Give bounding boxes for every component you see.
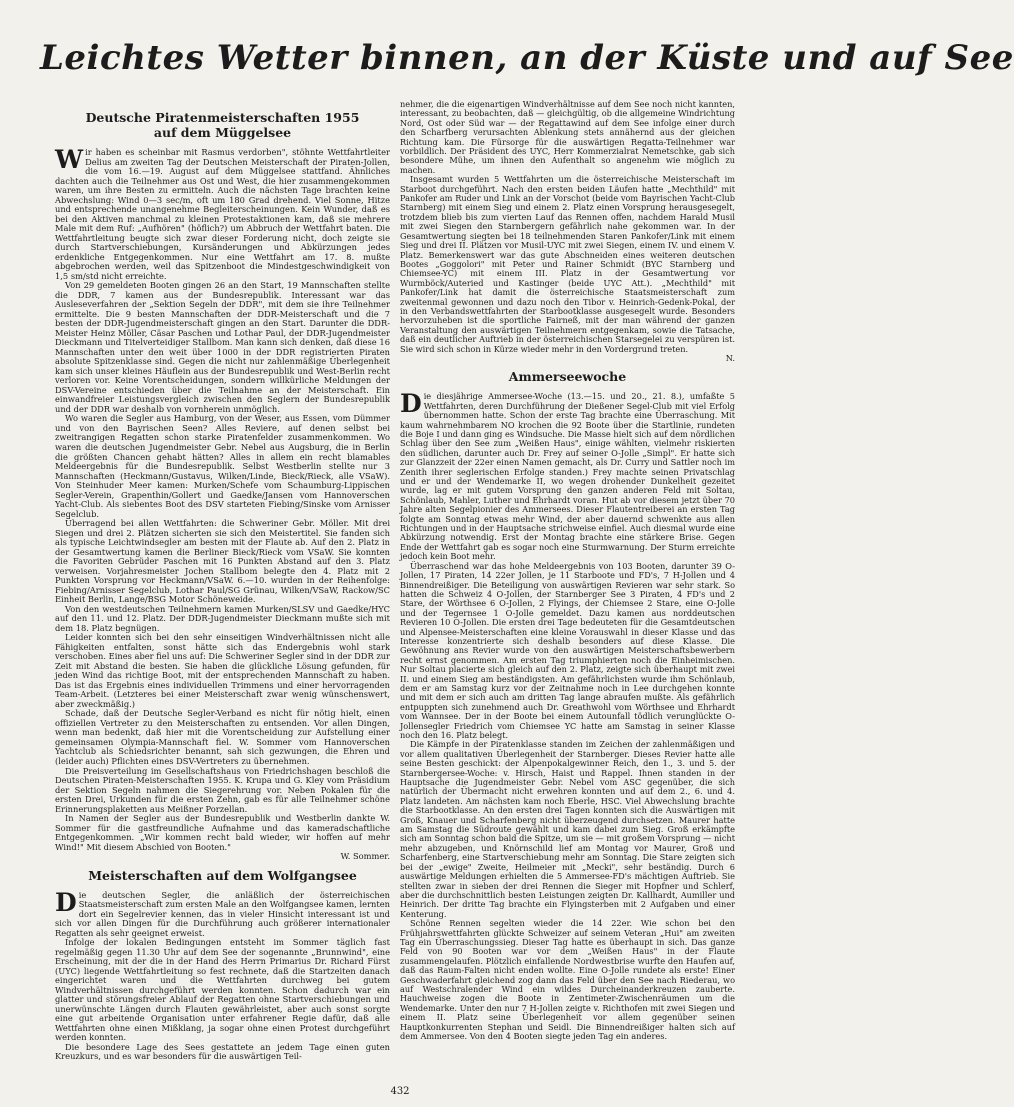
paragraph: Die besondere Lage des Sees gestattete an jedem Tage einen guten Kreuzkurs, und es war besonders für die auswärtigen Teil-	[55, 1041, 390, 1062]
author-signature: W. Sommer.	[340, 851, 390, 862]
paragraph	[400, 389, 735, 562]
section-heading-wolfgangsee: Meisterschaften auf dem Wolfgangsee	[88, 867, 357, 883]
page-title: Leichtes Wetter binnen, an der Küste und auf See	[40, 38, 1014, 78]
paragraph: Schade, daß der Deutsche Segler-Verband es nicht für nötig hielt, einen offiziellen Vertreter zu den Meisterschaften zu entsenden. Vor allen Dingen, wenn man bedenkt, daß hier mit die Vorentscheidung zur Aufstellung einer gemeinsamen Olympia-Mannschaft fiel. W. Sommer vom Hannoverschen Yachtclub als Schiedsrichter benannt, sah sich gezwungen, die Ehren und (leider auch) Pflichten eines DSV-Vertreters zu übernehmen.	[55, 708, 390, 766]
paragraph: Insgesamt wurden 5 Wettfahrten um die österreichische Meisterschaft im Starboot durchgeführt. Nach den ersten beiden Läufen hatte „Mechthild" mit Pankofer am Ruder und Link an der Vorschot (beide vom Bayrischen Yacht-Club Starnberg) mit einem Sieg und einem 2. Platz einen Vorsprung herausgesegelt, trotzdem blieb bis zum vierten Lauf das Rennen offen, nachdem Harald Musil mit zwei Siegen den Starnbergern gefährlich nahe gekommen war. In der Gesamtwertung siegten bei 18 teilnehmenden Staren Pankofer/Link mit einem Sieg und drei II. Plätzen vor Musil-UYC mit zwei Siegen, einem IV. und einem V. Platz. Bemerkenswert war das gute Abschneiden eines weiteren deutschen Bootes „Goggolori" mit Peter und Rainer Schmidt (BYC Starnberg und Chiemsee-YC) mit einem III. Platz in der Gesamtwertung vor Wurmböck/Auteried und Kastinger (beide UYC Att.). „Mechthild" mit Pankofer/Link hat damit die österreichische Staatsmeisterschaft zum zweitenmal gewonnen und dazu noch den Tibor v. Heinrich-Gedenk-Pokal, der in den Verbandswettfahrten der Starbootklasse ausgesegelt wurde. Besonders hervorzuheben ist die sportliche Fairneß, mit der man während der ganzen Veranstaltung den auswärtigen Teilnehmern entgegenkam, sowie die Tatsache, daß ein deutlicher Auftrieb in der österreichischen Starsegelei zu verspüren ist. Sie wird sich schon in Kürze wieder mehr in den Vordergrund treten.	[400, 174, 735, 354]
paragraph: Überraschend war das hohe Meldeergebnis von 103 Booten, darunter 39 O-Jollen, 17 Piraten, 14 22er Jollen, je 11 Starboote und FD's, 7 H-Jollen und 4 Binnendreißiger. Die Beteiligung von auswärtigen Revieren war sehr stark. So hatten die Schweiz 4 O-Jollen, der Starnberger See 3 Piraten, 4 FD's und 2 Stare, der Wörthsee 6 O-Jollen, 2 Flyings, der Chiemsee 2 Stare, eine O-Jolle und der Tegernsee 1 O-Jolle gemeldet. Dazu kamen aus norddeutschen Revieren 10 O-Jollen. Die ersten drei Tage bedeuteten für die Gesamtdeutschen und Alpensee-Meisterschaften eine kleine Vorauswahl in dieser Klasse und das Interesse konzentrierte sich deshalb besonders auf diese Klasse. Die Gewöhnung ans Revier wurde von den auswärtigen Meisterschaftsbewerbern recht ernst genommen. Am ersten Tag triumphierten noch die Einheimischen. Nur Soltau placierte sich gleich auf den 2. Platz, zeigte sich überhaupt mit zwei II. und einem Sieg am beständigsten. Am gefährlichsten wurde ihm Schönlaub, dem er am Samstag kurz vor der Zeitnahme noch in Lee durchgehen konnte und mit dem er sich auch am dritten Tag lange abraufen mußte. Als gefährlich entpuppten sich zunehmend auch Dr. Greathwohl vom Wörthsee und Ehrhardt vom Wannsee. Der in der Boote bei einem Autounfall tödlich verunglückte O-Jollensegler Friedrich vom Chiemsee YC hatte am Samstag in seiner Klasse noch den 16. Platz belegt.	[400, 560, 735, 740]
section-heading-line-2: auf dem Müggelsee	[153, 125, 292, 140]
paragraph-text: ir haben es scheinbar mit Rasmus verdorben", stöhnte Wettfahrtleiter Delius am zweiten Tag der Deutschen Meisterschaft der Piraten-Jollen, die vom 16.—19. August auf dem Müggelsee stattfand. Ähnliches dachten auch die Teilnehmer aus Ost und West, die hier zusammengekommen waren, um ihre Besten zu ermitteln. Auch die nächsten Tage brachten keine Abwechslung: Wind 0—3 sec/m, oft um 180 Grad drehend. Viel Sonne, Hitze und entsprechende unangenehme Begleiterscheinungen. Kein Wunder, daß es bei den Aktiven manchmal zu kleinen Protestaktionen kam, daß sie mehrere Male mit dem Ruf: „Aufhören" (höflich?) um Abbruch der Wettfahrt baten. Die Wettfahrtleitung beugte sich zwar dieser Forderung nicht, doch zeigte sie durch Startverschiebungen, Kursänderungen und Abkürzungen jedes erdenkliche Entgegenkommen. Nur eine Wettfahrt am 17. 8. mußte abgebrochen werden, weil das Spitzenboot die Mindestgeschwindigkeit von 1,5 sm/std nicht erreichte.	[55, 147, 390, 281]
section-heading-ammersee: Ammerseewoche	[508, 369, 627, 385]
section-heading-line-1: Deutsche Piratenmeisterschaften 1955	[85, 110, 360, 125]
paragraph: In Namen der Segler aus der Bundesrepublik und Westberlin dankte W. Sommer für die gastfreundliche Aufnahme und das kameradschaftliche Entgegenkommen. „Wir kommen recht bald wieder, wir hoffen auf mehr Wind!" Mit diesem Abschied von Booten."	[55, 813, 390, 852]
paragraph: Von 29 gemeldeten Booten gingen 26 an den Start, 19 Mannschaften stellte die DDR, 7 kamen aus der Bundesrepublik. Interessant war das Ausleseverfahren der „Sektion Segeln der DDR", mit dem sie ihre Teilnehmer ermittelte. Die 9 besten Mannschaften der DDR-Meisterschaft und die 7 besten der DDR-Jugendmeisterschaft gingen an den Start. Darunter die DDR-Meister Heinz Möller, Cäsar Paschen und Lothar Paul, der DDR-Jugendmeister Dieckmann und Titelverteidiger Stallbom. Man kann sich denken, daß diese 16 Mannschaften unter den weit über 1000 in der DDR registrierten Piraten absolute Spitzenklasse sind. Gegen die nicht nur zahlenmäßige Überlegenheit kam sich unser kleines Häuflein aus der Bundesrepublik und West-Berlin recht verloren vor. Keine Vorentscheidungen, sondern willkürliche Meldungen der DSV-Vereine entschieden über die Teilnahme an der Meisterschaft. Ein einwandfreier Leistungsvergleich zwischen den Seglern der Bundesrepublik und der DDR war deshalb von vornherein unmöglich.	[55, 280, 390, 414]
section-heading-piraten	[55, 110, 390, 140]
paragraph	[55, 145, 390, 281]
paragraph: Infolge der lokalen Bedingungen entsteht im Sommer täglich fast regelmäßig gegen 11.30 Uhr auf dem See der sogenannte „Brunnwind", eine Erscheinung, mit der die in der Hand des Herrn Primarius Dr. Richard Fürst (UYC) liegende Wettfahrtleitung so fest rechnete, daß die Startzeiten danach eingerichtet waren und die Wettfahrten durchweg bei gutem Windverhältnissen durchgeführt werden konnten. Schon dadurch war ein glatter und störungsfreier Ablauf der Regatten ohne Startverschiebungen und unerwünschte Längen durch Flauten gewährleistet, aber auch sonst sorgte eine gut arbeitende Organisation unter erfahrener Regie dafür, daß alle Wettfahrten ohne einen Mißklang, ja sogar ohne einen Protest durchgeführt werden konnten.	[55, 937, 390, 1043]
paragraph: Schöne Rennen segelten wieder die 14 22er. Wie schon bei den Frühjahrswettfahrten glückte Schweizer auf seinem Veteran „Hui" am zweiten Tag ein Überraschungssieg. Dieser Tag hatte es überhaupt in sich. Das ganze Feld von 90 Booten war vor dem „Weißen Haus" in der Flaute zusammengelaufen. Plötzlich einfallende Nordwestbrise wurfte den Haufen auf, daß das Raum-Falten nicht enden wollte. Eine O-Jolle rundete als erste! Einer Geschwaderfahrt gleichend zog dann das Feld über den See nach Riederau, wo auf Westschralender Wind ein wildes Durcheinanderkreuzen zauberte. Hauchweise zogen die Boote in Zentimeter-Zwischenräumen um die Wendemarke. Unter den nur 7 H-Jollen zeigte v. Richthofen mit zwei Siegen und einem II. Platz seine Überlegenheit vor allem gegenüber seinen Hauptkonkurrenten Stephan und Seidl. Die Binnendreißiger halten sich auf dem Ammersee. Von den 4 Booten siegte jeden Tag ein anderes.	[400, 918, 735, 1041]
paragraph-text: ie deutschen Segler, die anläßlich der österreichischen Staatsmeisterschaft zum ersten Male an den Wolfgangsee kamen, lernten dort ein Segelrevier kennen, das in vieler Hinsicht interessant ist und sich vor allen Dingen für die Durchführung auch größerer internationaler Regatten als sehr geeignet erweist.	[55, 889, 390, 938]
paragraph: Von den westdeutschen Teilnehmern kamen Murken/SLSV und Gaedke/HYC auf den 11. und 12. Platz. Der DDR-Jugendmeister Dieckmann mußte sich mit dem 18. Platz begnügen.	[55, 603, 390, 633]
author-signature: N.	[725, 352, 735, 363]
page-number: 432	[390, 1086, 410, 1097]
paragraph: Leider konnten sich bei den sehr einseitigen Windverhältnissen nicht alle Fähigkeiten entfalten, sonst hätte sich das Endergebnis wohl stark verschoben. Eines aber fiel uns auf: Die Schweriner Segler sind in der DDR zur Zeit mit Abstand die besten. Sie haben die glückliche Lösung gefunden, für jeden Wind das richtige Boot, mit der entsprechenden Mannschaft zu haben. Das ist das Ergebnis eines individuellen Trimmens und einer hervorragenden Team-Arbeit. (Letzteres bei einer Meisterschaft zwar wenig wünschenswert, aber zweckmäßig.)	[55, 632, 391, 709]
drop-cap: D	[400, 389, 422, 419]
paragraph: nehmer, die die eigenartigen Windverhältnisse auf dem See noch nicht kannten, interessant, zu beobachten, daß — gleichgültig, ob die allgemeine Windrichtung Nord, Ost oder Süd war — der Regattawind auf dem See infolge einer durch den Scharfberg verursachten Ablenkung stets annähernd aus der gleichen Richtung kam. Die Fürsorge für die auswärtigen Regatta-Teilnehmer war vorbildlich. Der Präsident des UYC, Herr Kommerzialrat Nemetschke, gab sich besondere Mühe, um ihnen den Aufenthalt so angenehm wie möglich zu machen.	[400, 99, 735, 175]
right-column	[400, 100, 735, 1060]
paragraph: Wo waren die Segler aus Hamburg, von der Weser, aus Essen, vom Dümmer und von den Bayrischen Seen? Alles Reviere, auf denen selbst bei zweitrangigen Regatten schon starke Piratenfelder zusammenkommen. Wo waren die deutschen Jugendmeister Gebr. Nebel aus Augsburg, die in Berlin die größten Chancen gehabt hätten? Alles in allem ein recht blamables Meldeergebnis für die Bundesrepublik. Selbst Westberlin stellte nur 3 Mannschaften (Heckmann/Gustavus, Wilken/Linde, Bieck/Rieck, alle VSaW). Von Steinhuder Meer kamen: Murken/Schefe vom Schaumburg-Lippischen Segler-Verein, Grapenthin/Gollert und Gaedke/Jansen vom Hannoverschen Yacht-Club. Als siebentes Boot des DSV starteten Fiebing/Sinske vom Arnisser Segelclub.	[55, 413, 390, 519]
drop-cap: D	[55, 887, 77, 917]
paragraph	[55, 887, 390, 939]
drop-cap: W	[55, 145, 84, 174]
paragraph: Die Kämpfe in der Piratenklasse standen im Zeichen der zahlenmäßigen und vor allem qualitativen Überlegenheit der Starnberger. Dieses Revier hatte alle seine Besten geschickt: der Alpenpokalgewinner Reich, den 1., 3. und 5. der Starnbergersee-Woche: v. Hirsch, Haist und Rappel. Ihnen standen in der Hauptsache die Jugendmeister Gebr. Nebel vom ASC gegenüber, die sich natürlich der Übermacht nicht erwehren konnten und auf dem 2., 6. und 4. Platz landeten. Am nächsten kam noch Eberle, HSC. Viel Abwechslung brachte die Starbootklasse. An den ersten drei Tagen konnten sich die Auswärtigen mit Groß, Knauer und Scharfenberg nicht überzeugend durchsetzen. Maurer hatte am Samstag die Südroute gewählt und kam dabei zum Sieg. Groß erkämpfte sich am Sonntag schon bald die Spitze, um sie — mit großem Vorsprung — nicht mehr abzugeben, und Knörnschild lief am Montag vor Maurer, Groß und Scharfenberg, eine Startverschiebung mehr am Sonntag. Die Stare zeigten sich bei der „ewige" Zweite, Heilmeier mit „Mecki", sehr beständig. Durch 6 auswärtige Meldungen erhielten die 5 Ammersee-FD's mächtigen Auftrieb. Sie stellten zwar in sieben der drei Rennen die Sieger mit Hopfner und Schlerf, aber die durchschnittlich besten Leistungen zeigten Dr. Kallhardt, Aumiller und Heinrich. Der dritte Tag brachte ein Flyingsterben mit 2 Aufgaben und einer Kenterung.	[400, 739, 735, 919]
paragraph: Die Preisverteilung im Gesellschaftshaus von Friedrichshagen beschloß die Deutschen Piraten-Meisterschaften 1955. K. Krupa und G. Kley vom Präsidium der Sektion Segeln nahmen die Siegerehrung vor. Neben Pokalen für die ersten Drei, Urkunden für die ersten Zehn, gab es für alle Teilnehmer schöne Erinnerungsplaketten aus Meißner Porzellan.	[55, 765, 390, 814]
left-column	[55, 104, 390, 1064]
paragraph: Überragend bei allen Wettfahrten: die Schweriner Gebr. Möller. Mit drei Siegen und drei 2. Plätzen sicherten sie sich den Meistertitel. Sie fanden sich als typische Leichtwindsegler am besten mit der Flaute ab. Auf den 2. Platz in der Gesamtwertung kamen die Berliner Bieck/Rieck vom VSaW. Sie konnten die Favoriten Gebrüder Paschen mit 16 Punkten Abstand auf den 3. Platz verweisen. Vorjahresmeister Jochen Stallbom belegte den 4. Platz mit 2 Punkten Vorsprung vor Heckmann/VSaW. 6.—10. wurden in der Reihenfolge: Fiebing/Arnisser Segelclub, Lothar Paul/SG Grünau, Wilken/VSaW, Rackow/SC Einheit Berlin, Lange/BSG Motor Schöneweide.	[55, 518, 390, 605]
paragraph-text: ie diesjährige Ammersee-Woche (13.—15. und 20., 21. 8.), umfaßte 5 Wettfahrten, deren Durchführung der Dießener Segel-Club mit viel Erfolg übernommen hatte. Schon der erste Tag brachte eine Überraschung. Mit kaum wahrnehmbarem NO krochen die 92 Boote über die Startlinie, rundeten die Boje I und dann ging es Windsuche. Die Masse hielt sich auf dem nördlichen Schlag über den See zum „Weißen Haus", einige wählten, vielmehr riskierten den südlichen, darunter auch Dr. Frey auf seiner O-Jolle „Simpl". Er hatte sich zur Glanzzeit der 22er einen Namen gemacht, als Dr. Curry und Sattler noch im Zenith ihrer seglerischen Erfolge standen.) Frey machte seinen Privatschlag und er und der Wendemarke II, wo wegen drohender Dunkelheit gezeitet wurde, lag er mit gutem Vorsprung den ganzen anderen Feld mit Soltau, Schönlaub, Mahler, Luther und Ehrhardt voran. Hut ab vor diesem jetzt über 70 Jahre alten Segelpionier des Ammersees. Dieser Flautentreiberei an ersten Tag folgte am Sonntag etwas mehr Wind, der aber dauernd schwenkte aus allen Richtungen und in der Hauptsache strichweise einfiel. Auch diesmal wurde eine Abkürzung notwendig. Erst der Montag brachte eine stärkere Brise. Gegen Ende der Wettfahrt gab es sogar noch eine Sturmwarnung. Der Sturm erreichte jedoch kein Boot mehr.	[400, 391, 735, 562]
